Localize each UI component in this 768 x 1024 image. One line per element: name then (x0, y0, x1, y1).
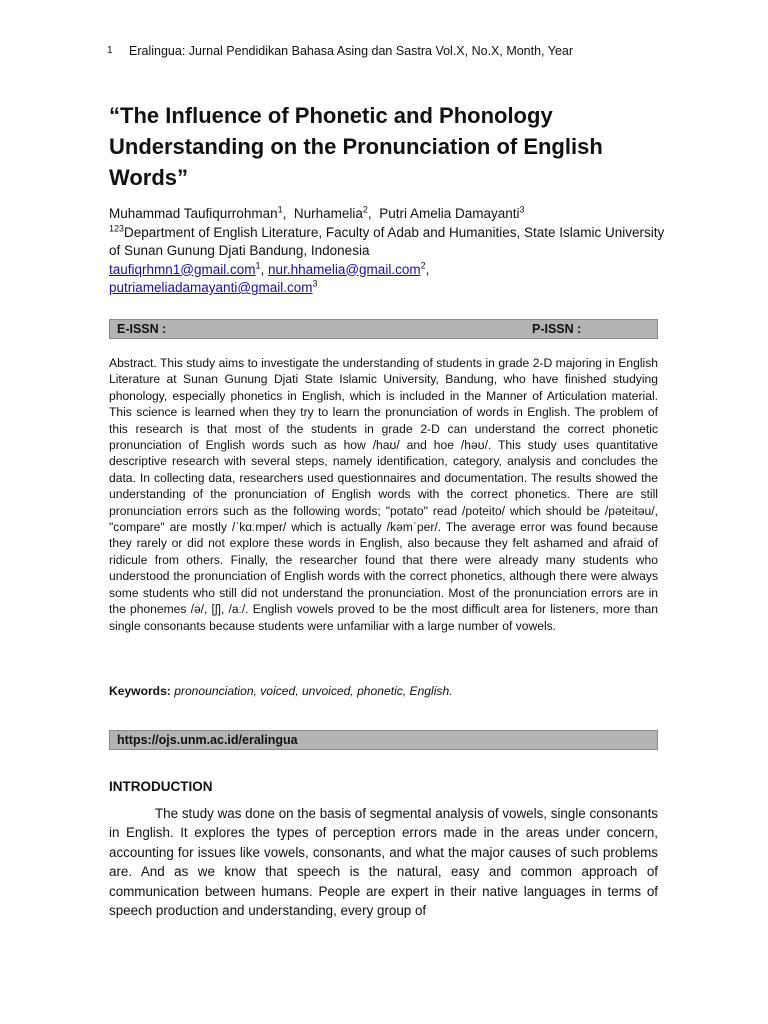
author-superscript: 3 (519, 204, 525, 215)
page-number: 1 (107, 45, 113, 56)
e-issn-label: E-ISSN : (117, 322, 167, 336)
p-issn-label: P-ISSN : (532, 322, 582, 336)
abstract: Abstract. This study aims to investigate the understanding of students in grade 2-D majoring in English Literature at Sunan Gunung Djati State Islamic University, Bandung, who have finished studying phonology, especially phonetics in English, which is included in the Manner of Articulation material. This science is learned when they try to learn the pronunciation of words in English. The problem of this research is that most of the students in grade 2-D can understand the correct phonetic pronunciation of English words such as how /haʊ/ and hoe /həʊ/. This study uses quantitative descriptive research with several steps, namely identification, category, analysis and concludes the data. In collecting data, researchers used questionnaires and documentation. The results showed the understanding of the pronunciation of English words with the correct phonetics. There are still pronunciation errors such as the following words; "potato" read /poteito/ which should be /pəteitəu/, "compare" are mostly /ˈkɑːmper/ which is actually /kəmˈper/. The average error was found because they rarely or did not explore these words in English, also because they felt ashamed and afraid of ridicule from others. Finally, the researcher found that there were already many students who understood the pronunciation of English words with the correct phonetics, although there were always some students who still did not understand the pronunciation. Most of the pronunciation errors are in the phonemes /ə/, [ʃ], /aː/. English vowels proved to be the most difficult area for listeners, more than single consonants because students were unfamiliar with a large number of vowels. (109, 356, 658, 633)
affiliation (109, 224, 669, 261)
author-name: Nurhamelia (293, 206, 363, 221)
affiliation-superscript: 123 (109, 223, 125, 233)
issn-bar (109, 319, 658, 339)
journal-url[interactable]: https://ojs.unm.ac.id/eralingua (117, 733, 298, 747)
journal-url-bar (109, 730, 658, 750)
keywords (109, 683, 658, 699)
keywords-label: Keywords: (109, 684, 171, 698)
email-superscript: 1 (255, 260, 261, 270)
email-link[interactable]: putriameliadamayanti@gmail.com (109, 280, 313, 295)
keywords-value: pronounciation, voiced, unvoiced, phonetic, English. (174, 684, 453, 698)
author-superscript: 1 (277, 204, 283, 215)
author-name: Muhammad Taufiqurrohman (109, 206, 278, 221)
introduction-paragraph: The study was done on the basis of segmental analysis of vowels, single consonants in English. It explores the types of perception errors made in the areas under concern, accounting for issues like vowels, consonants, and what the major causes of such problems are. And as we know that speech is the natural, easy and common approach of communication between humans. People are expert in their native languages in terms of speech production and understanding, every group of (109, 806, 658, 919)
journal-title: Eralingua: Jurnal Pendidikan Bahasa Asing dan Sastra Vol.X, No.X, Month, Year (129, 44, 574, 58)
author-superscript: 2 (362, 204, 368, 215)
affiliation-text: Department of English Literature, Faculty of Adab and Humanities, State Islamic University of Sunan Gunung Djati Bandung, Indonesia (109, 224, 665, 258)
email-link[interactable]: taufiqrhmn1@gmail.com (109, 261, 256, 277)
email-superscript: 3 (312, 278, 318, 289)
author-emails: taufiqrhmn1@gmail.com$^1$, nur.hhamelia@gmail.com$^2$, putriameliadamayanti@gmail.com$^3$ (109, 260, 430, 295)
email-link[interactable]: nur.hhamelia@gmail.com (268, 261, 421, 277)
author-name: Putri Amelia Damayanti (379, 206, 520, 221)
author-names: Muhammad Taufiqurrohman$^1$, Nurhamelia$^2$, Putri Amelia Damayanti$^3$ (109, 204, 525, 221)
section-heading-introduction: INTRODUCTION (109, 779, 213, 794)
email-superscript: 2 (420, 260, 426, 270)
paper-title: “The Influence of Phonetic and Phonology Understanding on the Pronunciation of English Words” (109, 103, 603, 190)
author-block (109, 205, 669, 298)
